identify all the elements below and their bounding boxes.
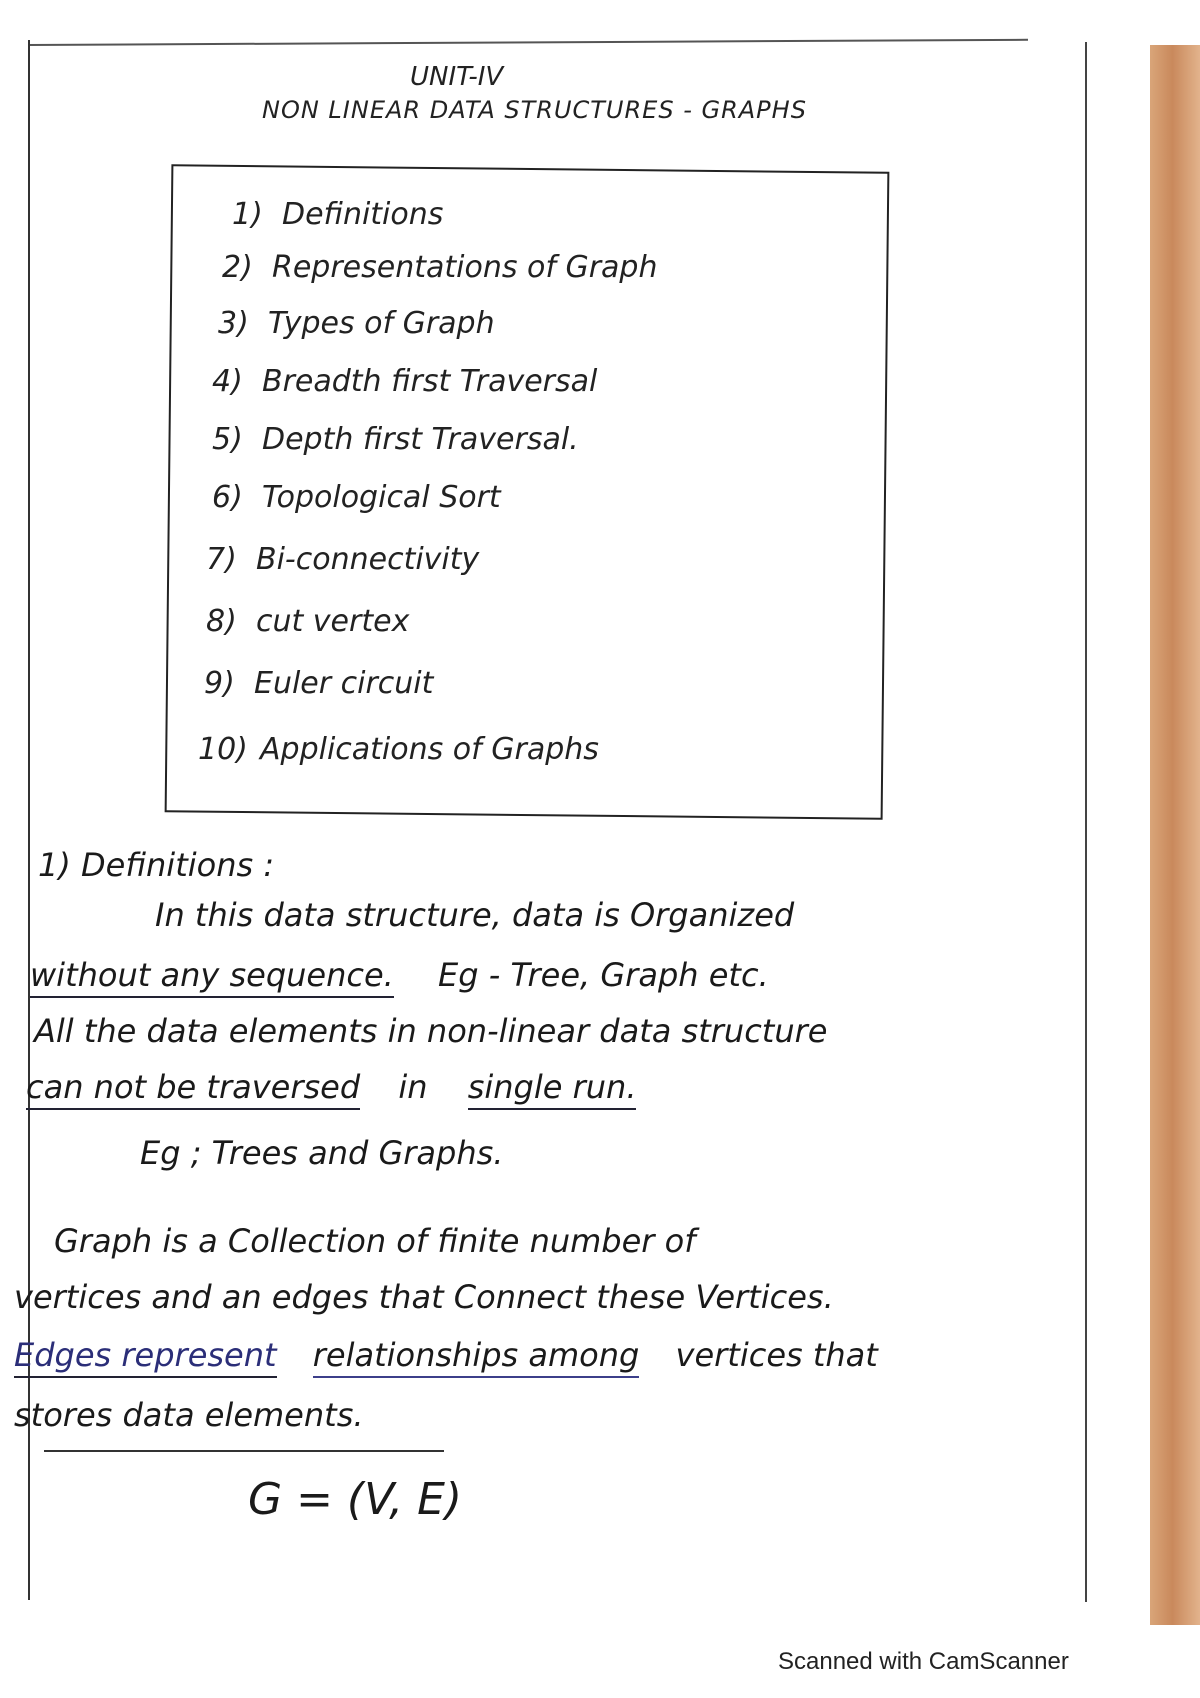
toc-number: 10): [198, 732, 248, 767]
toc-item: [212, 422, 579, 457]
text-line: In this data structure, data is Organized: [155, 896, 795, 934]
toc-label: Definitions: [282, 197, 444, 232]
toc-item: [222, 250, 658, 285]
text-line: vertices and an edges that Connect these Vertices.: [14, 1278, 834, 1316]
toc-item: [218, 306, 495, 341]
text-line: stores data elements.: [14, 1396, 364, 1434]
toc-item: [232, 197, 443, 232]
toc-item: [206, 604, 409, 639]
text-line: Graph is a Collection of finite number of: [54, 1222, 696, 1260]
underline-rule: [44, 1450, 444, 1452]
scanner-watermark: Scanned with CamScanner: [778, 1648, 1069, 1675]
toc-label: Breadth first Traversal: [262, 364, 598, 399]
toc-number: 4): [212, 364, 243, 399]
underlined-text: can not be traversed: [26, 1068, 360, 1110]
graph-equation: G = (V, E): [248, 1474, 463, 1525]
right-margin-line: [1085, 42, 1087, 1602]
toc-label: Euler circuit: [254, 666, 434, 701]
unit-label: UNIT-IV: [410, 62, 504, 92]
underlined-text: relationships among: [313, 1336, 640, 1378]
toc-label: Depth first Traversal.: [262, 422, 579, 457]
toc-label: Bi-connectivity: [256, 542, 480, 577]
toc-item: [206, 542, 479, 577]
toc-item: [198, 732, 599, 767]
toc-label: Types of Graph: [268, 306, 495, 341]
example-line: Eg ; Trees and Graphs.: [140, 1134, 504, 1172]
example-text: Eg - Tree, Graph etc.: [438, 956, 769, 994]
text-fragment: in: [398, 1068, 428, 1106]
toc-number: 9): [204, 666, 235, 701]
toc-number: 6): [212, 480, 243, 515]
section-heading: 1) Definitions :: [38, 846, 275, 884]
toc-item: [204, 666, 433, 701]
text-line: All the data elements in non-linear data structure: [34, 1012, 828, 1050]
toc-number: 1): [232, 197, 263, 232]
toc-label: Topological Sort: [262, 480, 501, 515]
underlined-text: without any sequence.: [30, 956, 394, 998]
text-line: [14, 1336, 878, 1374]
toc-number: 2): [222, 250, 253, 285]
page-title: NON LINEAR DATA STRUCTURES - GRAPHS: [262, 96, 807, 124]
table-surface: [1150, 45, 1200, 1625]
text-line: [30, 956, 769, 994]
toc-label: Applications of Graphs: [260, 732, 599, 767]
toc-number: 7): [206, 542, 237, 577]
toc-item: [212, 480, 501, 515]
text-line: [26, 1068, 636, 1106]
toc-label: cut vertex: [256, 604, 410, 639]
text-fragment: vertices that: [675, 1336, 878, 1374]
top-border-line: [28, 39, 1028, 46]
toc-number: 5): [212, 422, 243, 457]
toc-item: [212, 364, 597, 399]
toc-number: 3): [218, 306, 249, 341]
underlined-text: single run.: [468, 1068, 637, 1110]
highlighted-text: Edges represent: [14, 1336, 277, 1378]
toc-number: 8): [206, 604, 237, 639]
toc-label: Representations of Graph: [272, 250, 658, 285]
